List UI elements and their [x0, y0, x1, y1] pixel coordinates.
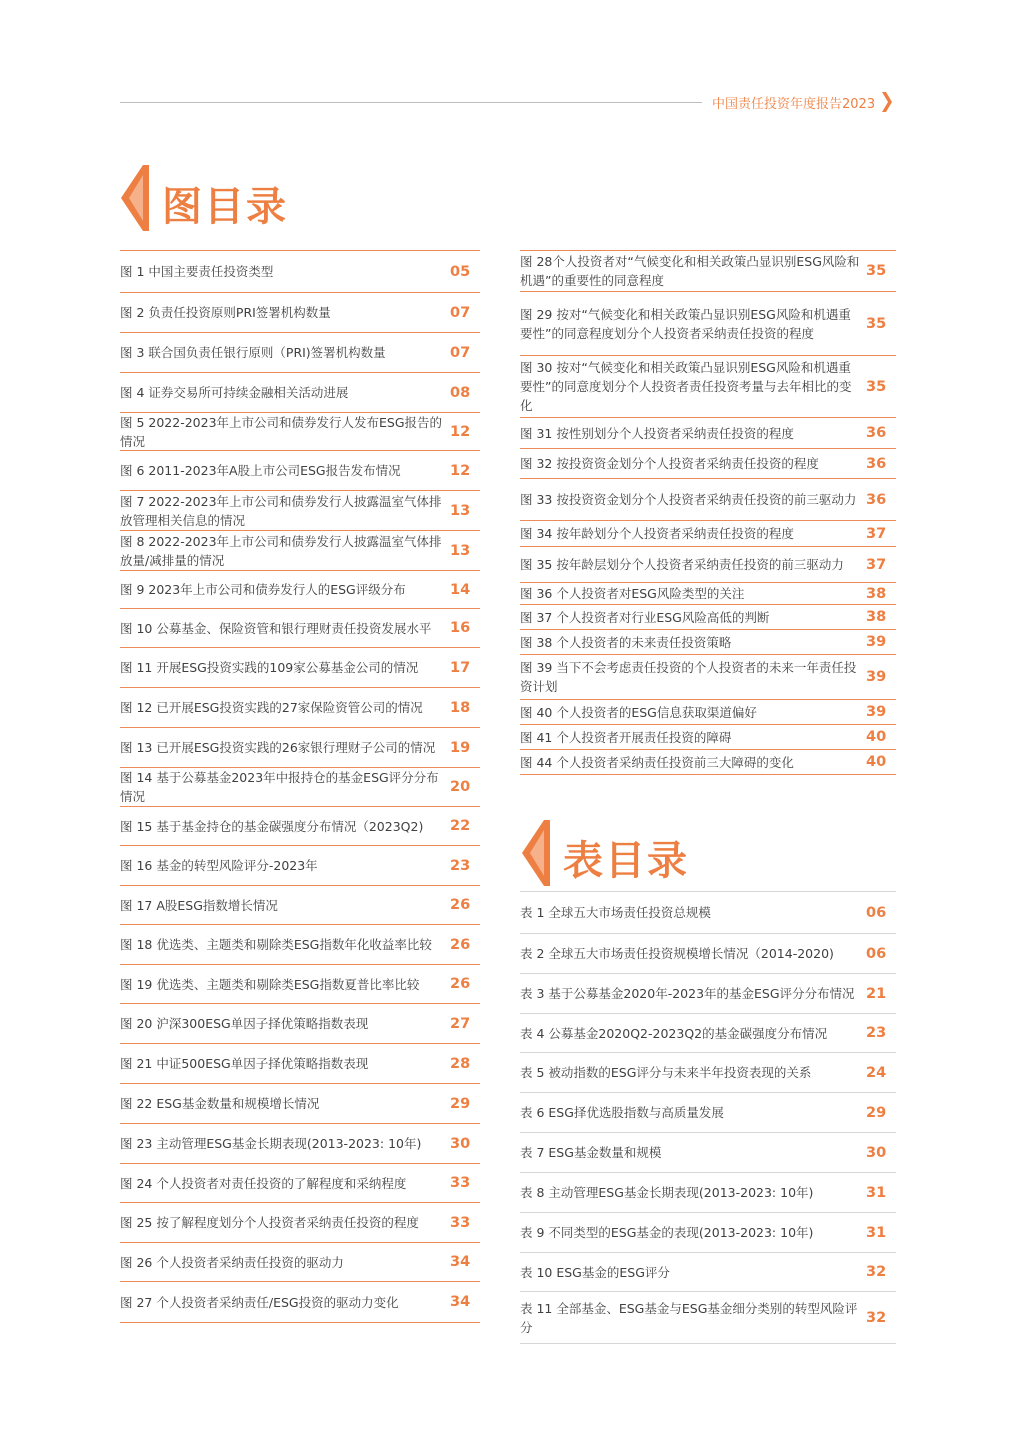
- figure-entry[interactable]: [120, 1164, 480, 1203]
- table-entry[interactable]: [520, 1133, 896, 1173]
- table-entry[interactable]: [520, 1173, 896, 1213]
- entry-page-number: 13: [450, 502, 471, 519]
- entry-title: 图 8 2022-2023年上市公司和债券发行人披露温室气体排放量/减排量的情况: [120, 533, 442, 568]
- entry-title: 图 35 按年龄层划分个人投资者采纳责任投资的前三驱动力: [520, 557, 844, 572]
- figure-entry[interactable]: [120, 1084, 480, 1124]
- entry-page-number: 26: [450, 897, 471, 913]
- entry-title: 图 9 2023年上市公司和债券发行人的ESG评级分布: [120, 582, 406, 597]
- entry-title: 图 34 按年龄划分个人投资者采纳责任投资的程度: [520, 526, 794, 541]
- figure-entry[interactable]: [120, 531, 480, 571]
- figure-entry[interactable]: [120, 293, 480, 333]
- entry-title: 图 38 个人投资者的未来责任投资策略: [520, 634, 732, 650]
- figure-entry[interactable]: [520, 700, 896, 725]
- figure-entry[interactable]: [120, 491, 480, 531]
- entry-title: 图 13 已开展ESG投资实践的26家银行理财子公司的情况: [120, 740, 436, 755]
- entry-title: 图 36 个人投资者对ESG风险类型的关注: [520, 586, 745, 601]
- entry-title: 图 41 个人投资者开展责任投资的障碍: [520, 729, 732, 745]
- entry-title: 表 8 主动管理ESG基金长期表现(2013-2023: 10年): [520, 1185, 814, 1200]
- figure-entry[interactable]: [520, 750, 896, 775]
- section-chevron-icon: [121, 165, 149, 231]
- table-entry[interactable]: [520, 934, 896, 974]
- entry-page-number: 26: [450, 976, 471, 992]
- header-rule: [120, 102, 702, 103]
- table-entry[interactable]: [520, 1292, 896, 1344]
- figure-entry[interactable]: [120, 571, 480, 609]
- figure-entry[interactable]: [120, 965, 480, 1004]
- entry-title: 图 2 负责任投资原则PRI签署机构数量: [120, 305, 331, 320]
- entry-title: 图 19 优选类、主题类和剔除类ESG指数夏普比率比较: [120, 976, 420, 992]
- section-chevron-icon: [522, 820, 550, 886]
- entry-title: 图 5 2022-2023年上市公司和债券发行人发布ESG报告的情况: [120, 414, 443, 449]
- entry-title: 图 10 公募基金、保险资管和银行理财责任投资发展水平: [120, 620, 432, 636]
- figure-entry[interactable]: [120, 1282, 480, 1323]
- entry-page-number: 36: [866, 455, 887, 472]
- figure-entry[interactable]: [520, 292, 896, 356]
- entry-page-number: 17: [450, 659, 471, 676]
- figure-entry[interactable]: [520, 630, 896, 655]
- figure-entry[interactable]: [520, 655, 896, 700]
- entry-page-number: 33: [450, 1214, 471, 1231]
- entry-title: 表 4 公募基金2020Q2-2023Q2的基金碳强度分布情况: [520, 1025, 828, 1041]
- figure-entry[interactable]: [120, 451, 480, 491]
- entry-title: 表 6 ESG择优选股指数与高质量发展: [520, 1105, 724, 1120]
- entry-page-number: 16: [450, 620, 471, 636]
- entry-title: 图 44 个人投资者采纳责任投资前三大障碍的变化: [520, 754, 794, 770]
- figure-entry[interactable]: [120, 1124, 480, 1164]
- entry-page-number: 14: [450, 581, 471, 598]
- entry-page-number: 05: [450, 263, 471, 280]
- entry-title: 图 7 2022-2023年上市公司和债券发行人披露温室气体排放管理相关信息的情况: [120, 493, 442, 528]
- table-entry[interactable]: [520, 892, 896, 934]
- figure-entry[interactable]: [520, 479, 896, 521]
- entry-page-number: 07: [450, 344, 471, 361]
- entry-title: 图 28个人投资者对“气候变化和相关政策凸显识别ESG风险和机遇”的重要性的同意程度: [520, 254, 860, 288]
- entry-title: 图 30 按对“气候变化和相关政策凸显识别ESG风险和机遇重要性”的同意度划分个人投资者责任投资考量与去年相比的变化: [520, 360, 852, 413]
- entry-title: 图 12 已开展ESG投资实践的27家保险资管公司的情况: [120, 700, 423, 715]
- entry-title: 图 20 沪深300ESG单因子择优策略指数表现: [120, 1016, 369, 1031]
- entry-page-number: 19: [450, 739, 471, 756]
- entry-title: 表 5 被动指数的ESG评分与未来半年投资表现的关系: [520, 1065, 812, 1080]
- entry-page-number: 32: [866, 1264, 887, 1280]
- figure-entry[interactable]: [120, 333, 480, 373]
- figure-entry[interactable]: [120, 728, 480, 768]
- figures-list-right: [520, 250, 896, 775]
- entry-title: 图 40 个人投资者的ESG信息获取渠道偏好: [520, 704, 757, 720]
- entry-title: 图 27 个人投资者采纳责任/ESG投资的驱动力变化: [120, 1294, 399, 1310]
- report-title: 中国责任投资年度报告2023: [712, 97, 876, 112]
- entry-title: 图 16 基金的转型风险评分-2023年: [120, 858, 318, 873]
- entry-title: 图 39 当下不会考虑责任投资的个人投资者的未来一年责任投资计划: [520, 660, 857, 694]
- entry-title: 图 29 按对“气候变化和相关政策凸显识别ESG风险和机遇重要性”的同意程度划分个人投资者采纳责任投资的程度: [520, 306, 851, 341]
- entry-page-number: 38: [866, 609, 887, 625]
- table-entry[interactable]: [520, 1213, 896, 1253]
- entry-page-number: 12: [450, 462, 471, 479]
- entry-page-number: 40: [866, 754, 887, 770]
- entry-title: 图 11 开展ESG投资实践的109家公募基金公司的情况: [120, 660, 419, 675]
- figures-list-left: [120, 250, 480, 1323]
- figure-entry[interactable]: [520, 356, 896, 418]
- entry-page-number: 35: [866, 378, 887, 395]
- entry-title: 图 3 联合国负责任银行原则（PRI)签署机构数量: [120, 345, 386, 360]
- figure-entry[interactable]: [520, 605, 896, 630]
- entry-title: 图 31 按性别划分个人投资者采纳责任投资的程度: [520, 425, 794, 441]
- entry-title: 图 22 ESG基金数量和规模增长情况: [120, 1096, 320, 1111]
- entry-page-number: 33: [450, 1175, 471, 1191]
- entry-page-number: 34: [450, 1294, 471, 1310]
- entry-title: 图 37 个人投资者对行业ESG风险高低的判断: [520, 609, 770, 625]
- figure-entry[interactable]: [520, 251, 896, 292]
- entry-page-number: 21: [866, 985, 887, 1002]
- entry-title: 表 9 不同类型的ESG基金的表现(2013-2023: 10年): [520, 1225, 814, 1240]
- entry-page-number: 24: [866, 1064, 887, 1081]
- figure-entry[interactable]: [120, 251, 480, 293]
- figure-entry[interactable]: [120, 609, 480, 648]
- figures-section-title: 图目录: [162, 184, 288, 230]
- entry-page-number: 26: [450, 936, 471, 953]
- figure-entry[interactable]: [520, 725, 896, 750]
- entry-page-number: 39: [866, 704, 887, 720]
- entry-title: 图 14 基于公募基金2023年中报持仓的基金ESG评分分布情况: [120, 770, 439, 804]
- entry-page-number: 36: [866, 425, 887, 441]
- entry-page-number: 08: [450, 384, 471, 401]
- entry-title: 图 24 个人投资者对责任投资的了解程度和采纳程度: [120, 1175, 407, 1191]
- entry-page-number: 31: [866, 1184, 887, 1201]
- table-entry[interactable]: [520, 1093, 896, 1133]
- table-entry[interactable]: [520, 974, 896, 1014]
- tables-section-title: 表目录: [563, 838, 689, 884]
- entry-title: 图 25 按了解程度划分个人投资者采纳责任投资的程度: [120, 1215, 419, 1230]
- entry-page-number: 31: [866, 1224, 887, 1241]
- entry-title: 表 11 全部基金、ESG基金与ESG基金细分类别的转型风险评分: [520, 1300, 858, 1335]
- figure-entry[interactable]: [520, 583, 896, 605]
- figure-entry[interactable]: [120, 688, 480, 728]
- entry-title: 图 21 中证500ESG单因子择优策略指数表现: [120, 1056, 369, 1071]
- entry-title: 表 10 ESG基金的ESG评分: [520, 1264, 670, 1280]
- figure-entry[interactable]: [120, 886, 480, 925]
- figure-entry[interactable]: [120, 413, 480, 451]
- entry-page-number: 40: [866, 729, 887, 745]
- entry-title: 图 33 按投资资金划分个人投资者采纳责任投资的前三驱动力: [520, 492, 857, 507]
- entry-page-number: 35: [866, 315, 887, 332]
- figure-entry[interactable]: [120, 1044, 480, 1084]
- entry-page-number: 39: [866, 634, 887, 650]
- entry-page-number: 30: [450, 1135, 471, 1152]
- figure-entry[interactable]: [120, 1203, 480, 1243]
- entry-page-number: 38: [866, 585, 887, 602]
- figure-entry[interactable]: [120, 648, 480, 688]
- entry-page-number: 37: [866, 525, 887, 542]
- entry-page-number: 29: [866, 1104, 887, 1121]
- entry-page-number: 06: [866, 945, 887, 962]
- entry-page-number: 32: [866, 1309, 887, 1326]
- entry-title: 图 26 个人投资者采纳责任投资的驱动力: [120, 1254, 344, 1270]
- entry-page-number: 22: [450, 818, 471, 834]
- table-entry[interactable]: [520, 1053, 896, 1093]
- figure-entry[interactable]: [120, 846, 480, 886]
- figure-entry[interactable]: [120, 1004, 480, 1044]
- entry-page-number: 07: [450, 304, 471, 321]
- entry-page-number: 28: [450, 1055, 471, 1072]
- entry-page-number: 27: [450, 1015, 471, 1032]
- entry-page-number: 36: [866, 491, 887, 508]
- figure-entry[interactable]: [120, 768, 480, 807]
- entry-title: 图 17 A股ESG指数增长情况: [120, 897, 278, 913]
- entry-page-number: 13: [450, 542, 471, 559]
- table-entry[interactable]: [520, 1014, 896, 1053]
- entry-page-number: 20: [450, 779, 471, 795]
- figure-entry[interactable]: [120, 807, 480, 846]
- entry-page-number: 18: [450, 699, 471, 716]
- entry-page-number: 34: [450, 1254, 471, 1270]
- chevron-right-icon: [882, 92, 892, 112]
- entry-page-number: 06: [866, 904, 887, 921]
- entry-page-number: 37: [866, 556, 887, 573]
- table-entry[interactable]: [520, 1253, 896, 1292]
- figure-entry[interactable]: [120, 925, 480, 965]
- figure-entry[interactable]: [120, 1243, 480, 1282]
- tables-list: [520, 891, 896, 1344]
- entry-title: 图 15 基于基金持仓的基金碳强度分布情况（2023Q2): [120, 818, 424, 834]
- entry-title: 图 1 中国主要责任投资类型: [120, 264, 274, 279]
- entry-title: 表 1 全球五大市场责任投资总规模: [520, 905, 711, 920]
- entry-page-number: 39: [866, 669, 887, 685]
- entry-title: 图 4 证券交易所可持续金融相关活动进展: [120, 385, 349, 400]
- figure-entry[interactable]: [120, 373, 480, 413]
- entry-title: 表 7 ESG基金数量和规模: [520, 1145, 662, 1160]
- entry-page-number: 12: [450, 423, 471, 440]
- entry-title: 图 6 2011-2023年A股上市公司ESG报告发布情况: [120, 463, 401, 478]
- entry-page-number: 35: [866, 263, 887, 279]
- entry-title: 图 32 按投资资金划分个人投资者采纳责任投资的程度: [520, 456, 819, 471]
- entry-title: 表 2 全球五大市场责任投资规模增长情况（2014-2020): [520, 946, 834, 961]
- figure-entry[interactable]: [520, 547, 896, 583]
- entry-title: 表 3 基于公募基金2020年-2023年的基金ESG评分分布情况: [520, 986, 855, 1001]
- entry-page-number: 23: [866, 1025, 887, 1041]
- entry-page-number: 29: [450, 1095, 471, 1112]
- figure-entry[interactable]: [520, 449, 896, 479]
- entry-title: 图 23 主动管理ESG基金长期表现(2013-2023: 10年): [120, 1136, 422, 1151]
- entry-title: 图 18 优选类、主题类和剔除类ESG指数年化收益率比较: [120, 937, 432, 952]
- figure-entry[interactable]: [520, 521, 896, 547]
- figure-entry[interactable]: [520, 418, 896, 449]
- entry-page-number: 30: [866, 1144, 887, 1161]
- entry-page-number: 23: [450, 857, 471, 874]
